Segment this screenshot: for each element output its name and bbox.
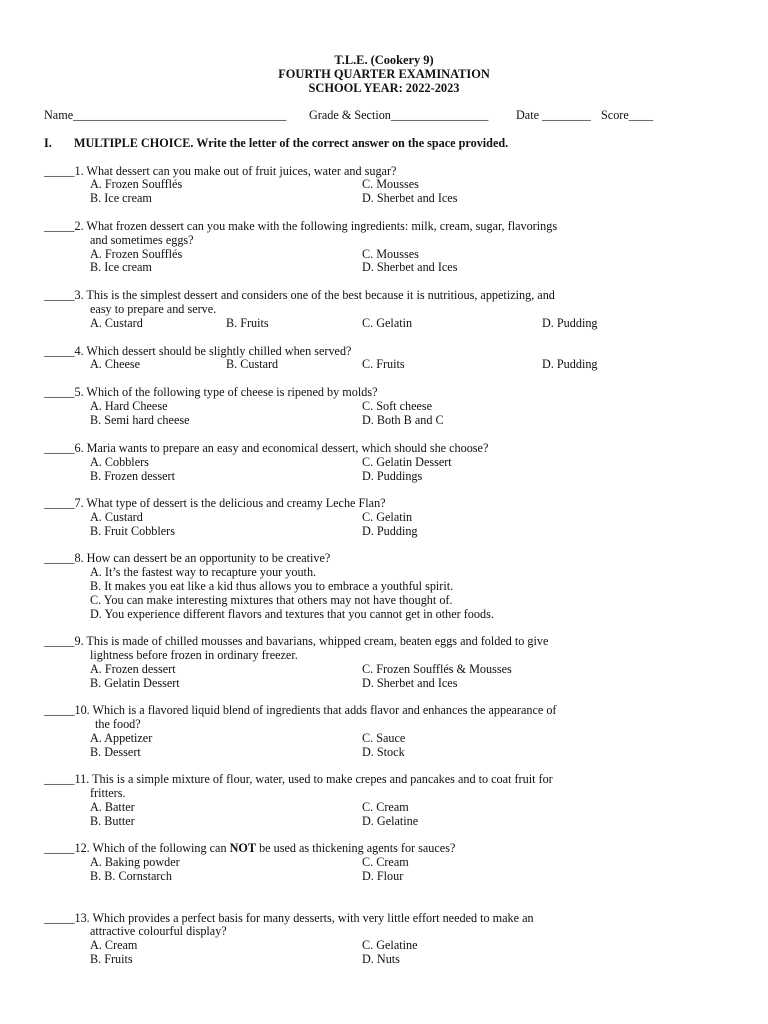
grade-section-field: Grade & Section________________ xyxy=(309,108,489,122)
option-b: B. Ice cream xyxy=(90,191,152,205)
question-text-cont: the food? xyxy=(95,717,141,731)
option-c: C. Cream xyxy=(362,855,409,869)
option-a: A. Baking powder xyxy=(90,855,180,869)
option-d: D. You experience different flavors and textures that you cannot get in other foods. xyxy=(90,607,494,621)
option-a: A. Hard Cheese xyxy=(90,399,168,413)
option-d: D. Puddings xyxy=(362,469,423,483)
question-text: _____13. Which provides a perfect basis for many desserts, with very little effort needed to make an xyxy=(44,911,534,925)
option-d: D. Pudding xyxy=(542,357,598,371)
option-c: C. Frozen Soufflés & Mousses xyxy=(362,662,512,676)
option-c: C. Fruits xyxy=(362,357,405,371)
option-b: B. Frozen dessert xyxy=(90,469,175,483)
option-a: A. Cream xyxy=(90,938,138,952)
question-text-cont: fritters. xyxy=(90,786,126,800)
question-text xyxy=(44,841,455,855)
option-b: B. Semi hard cheese xyxy=(90,413,190,427)
option-a: A. It’s the fastest way to recapture your youth. xyxy=(90,565,317,579)
option-b: B. Fruits xyxy=(90,952,133,966)
date-field: Date ________ xyxy=(516,108,591,122)
option-a: A. Frozen dessert xyxy=(90,662,176,676)
question-text: _____10. Which is a flavored liquid blend of ingredients that adds flavor and enhances the appearance of xyxy=(44,703,557,717)
question-text-cont: and sometimes eggs? xyxy=(90,233,194,247)
option-d: D. Stock xyxy=(362,745,405,759)
question-text-part: _____12. Which of the following can xyxy=(44,841,230,855)
question-text-part: be used as thickening agents for sauces? xyxy=(256,841,456,855)
exam-subject-title: T.L.E. (Cookery 9) xyxy=(334,53,434,67)
section-number: I. xyxy=(44,136,52,150)
option-c: C. Gelatin Dessert xyxy=(362,455,452,469)
school-year: SCHOOL YEAR: 2022-2023 xyxy=(308,81,460,95)
option-c: C. Gelatin xyxy=(362,316,413,330)
option-c: C. Mousses xyxy=(362,247,419,261)
question-text: _____5. Which of the following type of cheese is ripened by molds? xyxy=(44,385,378,399)
option-b: B. Ice cream xyxy=(90,260,152,274)
question-text: _____8. How can dessert be an opportunity to be creative? xyxy=(44,551,331,565)
option-c: C. Soft cheese xyxy=(362,399,433,413)
option-a: A. Custard xyxy=(90,510,143,524)
option-a: A. Cobblers xyxy=(90,455,149,469)
option-d: D. Pudding xyxy=(542,316,598,330)
option-b: B. Gelatin Dessert xyxy=(90,676,180,690)
option-c: C. You can make interesting mixtures that others may not have thought of. xyxy=(90,593,453,607)
section-title: MULTIPLE CHOICE. Write the letter of the correct answer on the space provided. xyxy=(74,136,509,150)
option-a: A. Frozen Soufflés xyxy=(90,247,183,261)
option-b: B. Fruit Cobblers xyxy=(90,524,175,538)
option-c: C. Sauce xyxy=(362,731,406,745)
emphasis-not: NOT xyxy=(229,841,257,855)
exam-title: FOURTH QUARTER EXAMINATION xyxy=(278,67,490,81)
option-d: D. Flour xyxy=(362,869,404,883)
option-c: C. Mousses xyxy=(362,177,419,191)
option-d: D. Both B and C xyxy=(362,413,444,427)
option-b: B. It makes you eat like a kid thus allows you to embrace a youthful spirit. xyxy=(90,579,454,593)
option-d: D. Pudding xyxy=(362,524,418,538)
option-c: C. Gelatine xyxy=(362,938,418,952)
option-d: D. Sherbet and Ices xyxy=(362,260,458,274)
option-b: B. B. Cornstarch xyxy=(90,869,172,883)
option-b: B. Custard xyxy=(226,357,279,371)
question-text: _____7. What type of dessert is the delicious and creamy Leche Flan? xyxy=(44,496,386,510)
question-text: _____1. What dessert can you make out of fruit juices, water and sugar? xyxy=(44,164,397,178)
option-b: B. Butter xyxy=(90,814,135,828)
option-c: C. Gelatin xyxy=(362,510,413,524)
option-d: D. Nuts xyxy=(362,952,400,966)
question-text: _____11. This is a simple mixture of flour, water, used to make crepes and pancakes and to coat fruit for xyxy=(44,772,553,786)
score-field: Score____ xyxy=(601,108,654,122)
option-c: C. Cream xyxy=(362,800,409,814)
question-text: _____2. What frozen dessert can you make with the following ingredients: milk, cream, sugar, flavorings xyxy=(44,219,558,233)
question-text: _____9. This is made of chilled mousses and bavarians, whipped cream, beaten eggs and folded to give xyxy=(44,634,549,648)
option-a: A. Batter xyxy=(90,800,135,814)
question-text-cont: attractive colourful display? xyxy=(90,924,227,938)
option-a: A. Custard xyxy=(90,316,143,330)
name-field: Name___________________________________ xyxy=(44,108,287,122)
question-text-cont: easy to prepare and serve. xyxy=(90,302,217,316)
question-text: _____4. Which dessert should be slightly chilled when served? xyxy=(44,344,352,358)
option-b: B. Dessert xyxy=(90,745,141,759)
option-b: B. Fruits xyxy=(226,316,269,330)
question-text-cont: lightness before frozen in ordinary freezer. xyxy=(90,648,298,662)
question-text: _____3. This is the simplest dessert and considers one of the best because it is nutritious, appetizing, and xyxy=(44,288,555,302)
option-d: D. Gelatine xyxy=(362,814,419,828)
option-d: D. Sherbet and Ices xyxy=(362,676,458,690)
option-d: D. Sherbet and Ices xyxy=(362,191,458,205)
option-a: A. Frozen Soufflés xyxy=(90,177,183,191)
option-a: A. Cheese xyxy=(90,357,141,371)
option-a: A. Appetizer xyxy=(90,731,153,745)
question-text: _____6. Maria wants to prepare an easy and economical dessert, which should she choose? xyxy=(44,441,489,455)
